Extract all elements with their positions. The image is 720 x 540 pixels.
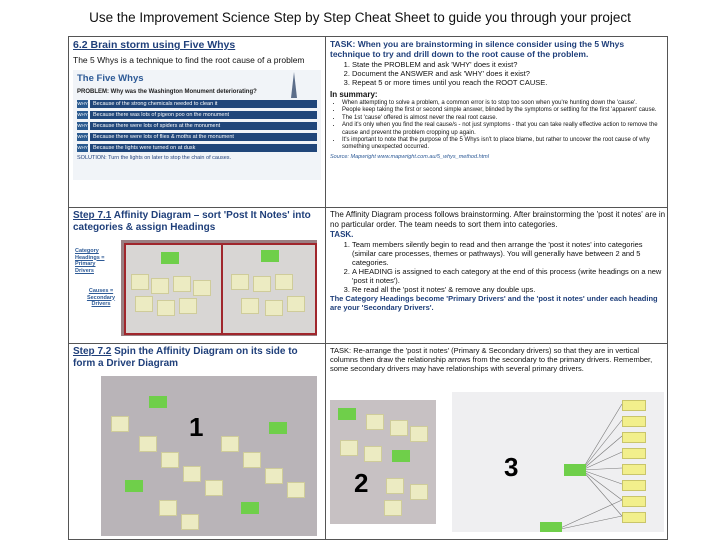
postit-note <box>366 414 384 430</box>
postit-note <box>410 426 428 442</box>
affinity-intro: The Affinity Diagram process follows brainstorming. After brainstorming the 'post it notes' are in no particular order. The team needs to sort them into categories. <box>330 210 666 229</box>
why-text: Because the lights were turned on at dusk <box>90 144 317 152</box>
driver-task-text: TASK: Re-arrange the 'post it notes' (Primary & Secondary drivers) so that they are in vertical columns then draw the relationship arrows from the secondary to the primary drivers. Remember, some secondary drivers may have relationships with several primary drivers. <box>330 346 666 373</box>
why-tag: WHY <box>77 133 88 139</box>
postit-note <box>287 482 305 498</box>
driver-diagram-heading <box>73 346 321 369</box>
postit-note <box>253 276 271 292</box>
secondary-driver-postit <box>622 448 646 459</box>
why-text: Because there were lots of spiders at the monument <box>90 122 317 130</box>
postit-note <box>384 500 402 516</box>
driver-heading-text: Spin the Affinity Diagram on its side to form a Driver Diagram <box>73 346 298 369</box>
heading-postit <box>241 502 259 514</box>
step-item: 3. Re read all the 'post it notes' & remove any double ups. <box>352 285 666 294</box>
step-number-3: 3 <box>504 452 519 482</box>
row-divider <box>69 207 668 208</box>
heading-postit <box>269 422 287 434</box>
heading-postit <box>261 250 279 262</box>
row-divider <box>69 343 668 344</box>
category-headings-label: Category Headings = Primary Drivers <box>75 248 105 274</box>
postit-note <box>265 468 283 484</box>
step-item: 1. State the PROBLEM and ask 'WHY' does it exist? <box>352 60 666 69</box>
affinity-heading <box>73 210 321 233</box>
postit-note <box>179 298 197 314</box>
driver-photo-3 <box>452 392 664 532</box>
primary-driver-postit <box>540 522 562 532</box>
postit-note <box>241 298 259 314</box>
five-whys-panel <box>73 39 321 205</box>
five-whys-solution: SOLUTION: Turn the lights on later to stop the chain of causes. <box>77 155 232 161</box>
why-tag: WHY <box>77 144 88 150</box>
five-whys-box-title: The Five Whys <box>77 73 144 84</box>
postit-note <box>139 436 157 452</box>
postit-note <box>287 296 305 312</box>
driver-step-label: Step 7.2 <box>73 346 112 357</box>
postit-note <box>111 416 129 432</box>
postit-note <box>173 276 191 292</box>
postit-note <box>364 446 382 462</box>
step-item: 2. A HEADING is assigned to each category at the end of this process (write headings on a new 'post it notes'). <box>352 267 666 285</box>
why-row <box>77 110 317 119</box>
heading-postit <box>149 396 167 408</box>
secondary-driver-postit <box>622 432 646 443</box>
why-row <box>77 121 317 130</box>
secondary-driver-postit <box>622 400 646 411</box>
summary-heading: In summary: <box>330 90 378 99</box>
affinity-task-panel <box>330 210 666 341</box>
heading-postit <box>161 252 179 264</box>
summary-bullet: • People keep taking the first or second simple answer, blinded by the symptoms or settling for the first 'apparent' cause. <box>342 107 666 114</box>
page-title: Use the Improvement Science Step by Step Cheat Sheet to guide you through your project <box>89 10 631 25</box>
causes-label: Causes = Secondary Drivers <box>86 288 116 307</box>
postit-note <box>390 420 408 436</box>
step-item: 2. Document the ANSWER and ask 'WHY' does it exist? <box>352 69 666 78</box>
postit-note <box>135 296 153 312</box>
secondary-driver-postit <box>622 480 646 491</box>
driver-photo-2 <box>330 400 436 524</box>
primary-driver-postit <box>564 464 586 476</box>
secondary-driver-postit <box>622 512 646 523</box>
postit-note <box>183 466 201 482</box>
step-number-2: 2 <box>354 468 369 498</box>
step-item: 1. Team members silently begin to read and then arrange the 'post it notes' into categories (similar care processes, themes or pathways). You will generally have between 2 and 5 categories. <box>352 240 666 267</box>
affinity-closing: The Category Headings become 'Primary Drivers' and the 'post it notes' under each heading are your 'Secondary Drivers'. <box>330 294 658 312</box>
postit-note <box>157 300 175 316</box>
summary-bullet: • And it's only when you find the real cause/s - not just symptoms - that you can take really effective action to remove the cause and prevent the problem cropping up again. <box>342 122 666 137</box>
five-whys-intro: The 5 Whys is a technique to find the root cause of a problem <box>73 55 305 65</box>
why-tag: WHY <box>77 100 88 106</box>
why-tag: WHY <box>77 122 88 128</box>
secondary-driver-postit <box>622 416 646 427</box>
postit-note <box>193 280 211 296</box>
source-link[interactable]: Source: Mapwright www.mapwright.com.au/5_whys_method.html <box>330 153 489 160</box>
postit-note <box>151 278 169 294</box>
postit-note <box>275 274 293 290</box>
postit-note <box>131 274 149 290</box>
summary-bullet: • The 1st 'cause' offered is almost never the real root cause. <box>342 115 666 122</box>
affinity-steps <box>330 240 666 294</box>
task-five-whys: TASK: When you are brainstorming in silence consider using the 5 Whys technique to try and drill down to the root cause of the problem. <box>330 39 625 59</box>
why-row <box>77 132 317 141</box>
summary-bullets <box>330 100 666 152</box>
summary-bullet: • When attempting to solve a problem, a common error is to stop too soon when you're hunting down the 'cause'. <box>342 100 666 107</box>
five-whys-task-panel <box>330 39 666 205</box>
postit-note <box>265 300 283 316</box>
column-divider <box>325 37 326 540</box>
postit-note <box>159 500 177 516</box>
postit-note <box>181 514 199 530</box>
driver-photo-1 <box>101 376 317 536</box>
monument-icon <box>291 72 297 98</box>
five-whys-problem: PROBLEM: Why was the Washington Monument deteriorating? <box>77 89 257 95</box>
affinity-step-label: Step 7.1 <box>73 210 112 221</box>
postit-note <box>243 452 261 468</box>
step-number-1: 1 <box>189 412 204 442</box>
heading-postit <box>125 480 143 492</box>
secondary-driver-postit <box>622 464 646 475</box>
postit-note <box>221 436 239 452</box>
driver-diagram-panel <box>73 346 321 539</box>
five-whys-box <box>73 70 321 180</box>
driver-arrows <box>452 392 664 532</box>
why-row <box>77 143 317 152</box>
why-text: Because there was lots of pigeon poo on the monument <box>90 111 317 119</box>
why-row <box>77 99 317 108</box>
five-whys-heading: 6.2 Brain storm using Five Whys <box>73 39 236 51</box>
five-whys-steps <box>330 60 666 87</box>
affinity-heading-text: Affinity Diagram – sort 'Post It Notes' into categories & assign Headings <box>73 210 311 233</box>
heading-postit <box>338 408 356 420</box>
postit-note <box>205 480 223 496</box>
postit-note <box>231 274 249 290</box>
postit-note <box>340 440 358 456</box>
summary-bullet: • It's important to note that the purpose of the 5 Whys isn't to place blame, but rather to uncover the root cause of why something unexpected occurred. <box>342 137 666 152</box>
heading-postit <box>392 450 410 462</box>
secondary-driver-postit <box>622 496 646 507</box>
postit-note <box>161 452 179 468</box>
driver-task-panel <box>330 346 666 539</box>
postit-note <box>410 484 428 500</box>
cheat-sheet-table <box>68 36 668 540</box>
affinity-panel <box>73 210 321 341</box>
why-text: Because of the strong chemicals needed to clean it <box>90 100 317 108</box>
why-text: Because there were lots of flies & moths at the monument <box>90 133 317 141</box>
affinity-photo <box>121 240 317 336</box>
whys-list <box>77 99 317 152</box>
why-tag: WHY <box>77 111 88 117</box>
affinity-task-label: TASK. <box>330 230 354 239</box>
step-item: 3. Repeat 5 or more times until you reach the ROOT CAUSE. <box>352 78 666 87</box>
postit-note <box>386 478 404 494</box>
